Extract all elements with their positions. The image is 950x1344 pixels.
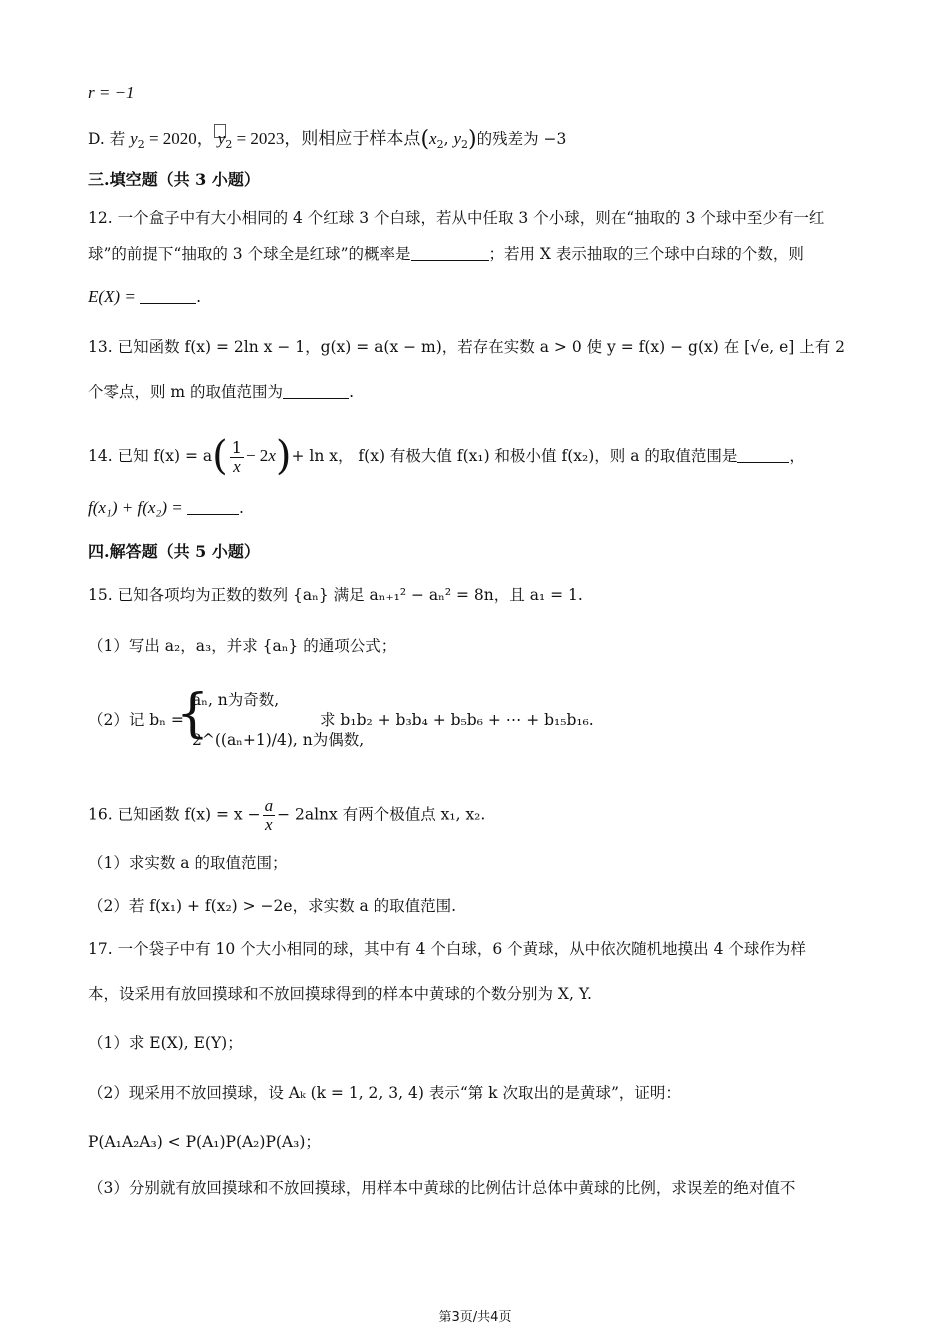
answer-blank[interactable] — [140, 287, 196, 304]
q15-line1: 15. 已知各项均为正数的数列 {aₙ} 满足 aₙ₊₁² − aₙ² = 8n，且 a₁ = 1. — [88, 586, 583, 604]
q17-part2: （2）现采用不放回摸球，设 Aₖ (k = 1, 2, 3, 4) 表示“第 k 次取出的是黄球”，证明： — [88, 1084, 681, 1102]
q16-line1: 16. 已知函数 f(x) = x − $\frac{a}{x}$ − 2alnx 有两个极值点 x₁, x₂. — [88, 796, 486, 834]
answer-blank[interactable] — [187, 498, 239, 515]
section-4-heading: 四.解答题（共 5 小题） — [88, 542, 260, 561]
q12-line1: 12. 一个盒子中有大小相同的 4 个红球 3 个白球，若从中任取 3 个小球，则在“抽取的 3 个球中至少有一红 — [88, 209, 825, 227]
q16-part1: （1）求实数 a 的取值范围； — [88, 854, 288, 872]
q13-line1: 13. 已知函数 f(x) = 2ln x − 1，g(x) = a(x − m)，若存在实数 a > 0 使 y = f(x) − g(x) 在 [√e, e] 上有 2 — [88, 338, 846, 356]
left-brace: { — [176, 684, 210, 744]
q12-line2: 球”的前提下“抽取的 3 个球全是红球”的概率是 ；若用 X 表示抽取的三个球中白球的个数，则 — [88, 245, 804, 263]
q17-part1: （1）求 E(X), E(Y)； — [88, 1034, 243, 1052]
q13-line2: 个零点，则 m 的取值范围为 . — [88, 383, 354, 401]
answer-blank[interactable] — [283, 382, 349, 399]
q17-part3: （3）分别就有放回摸球和不放回摸球，用样本中黄球的比例估计总体中黄球的比例，求误差的绝对值不 — [88, 1179, 796, 1197]
page-footer: 第3页/共4页 — [438, 1310, 512, 1325]
fraction-1-over-x: $\frac{1}{x}$ — [231, 437, 242, 476]
q17-line2: 本，设采用有放回摸球和不放回摸球得到的样本中黄球的个数分别为 X, Y. — [88, 985, 592, 1003]
section-3-heading: 三.填空题（共 3 小题） — [88, 170, 260, 189]
q17-inequality: P(A₁A₂A₃) < P(A₁)P(A₂)P(A₃)； — [88, 1133, 321, 1151]
q15-part1: （1）写出 a₂，a₃，并求 {aₙ} 的通项公式； — [88, 637, 397, 655]
line-r: r = −1 — [88, 83, 135, 102]
fraction-a-over-x: $\frac{a}{x}$ — [264, 796, 274, 834]
q17-line1: 17. 一个袋子中有 10 个大小相同的球，其中有 4 个白球，6 个黄球，从中依次随机地摸出 4 个球作为样 — [88, 940, 806, 958]
q14-line1: 14. 已知 f(x) = a( $\frac{1}{x}$ − 2x)+ ln x， f(x) 有极大值 f(x₁) 和极小值 f(x₂)，则 a 的取值范围是 ， — [88, 433, 805, 479]
answer-blank[interactable] — [411, 244, 489, 261]
q12-line3: E(X) = . — [88, 287, 201, 306]
q14-line2: f(x₁) + f(x₂) = . — [88, 498, 244, 517]
option-d: D. 若 $y_2 = 2020$， $y_2 = 2023$，则相应于样本点($x_2$, $y_2$)的残差为 −3 — [88, 124, 566, 156]
q16-part2: （2）若 f(x₁) + f(x₂) > −2e，求实数 a 的取值范围. — [88, 897, 457, 915]
answer-blank[interactable] — [737, 446, 789, 463]
